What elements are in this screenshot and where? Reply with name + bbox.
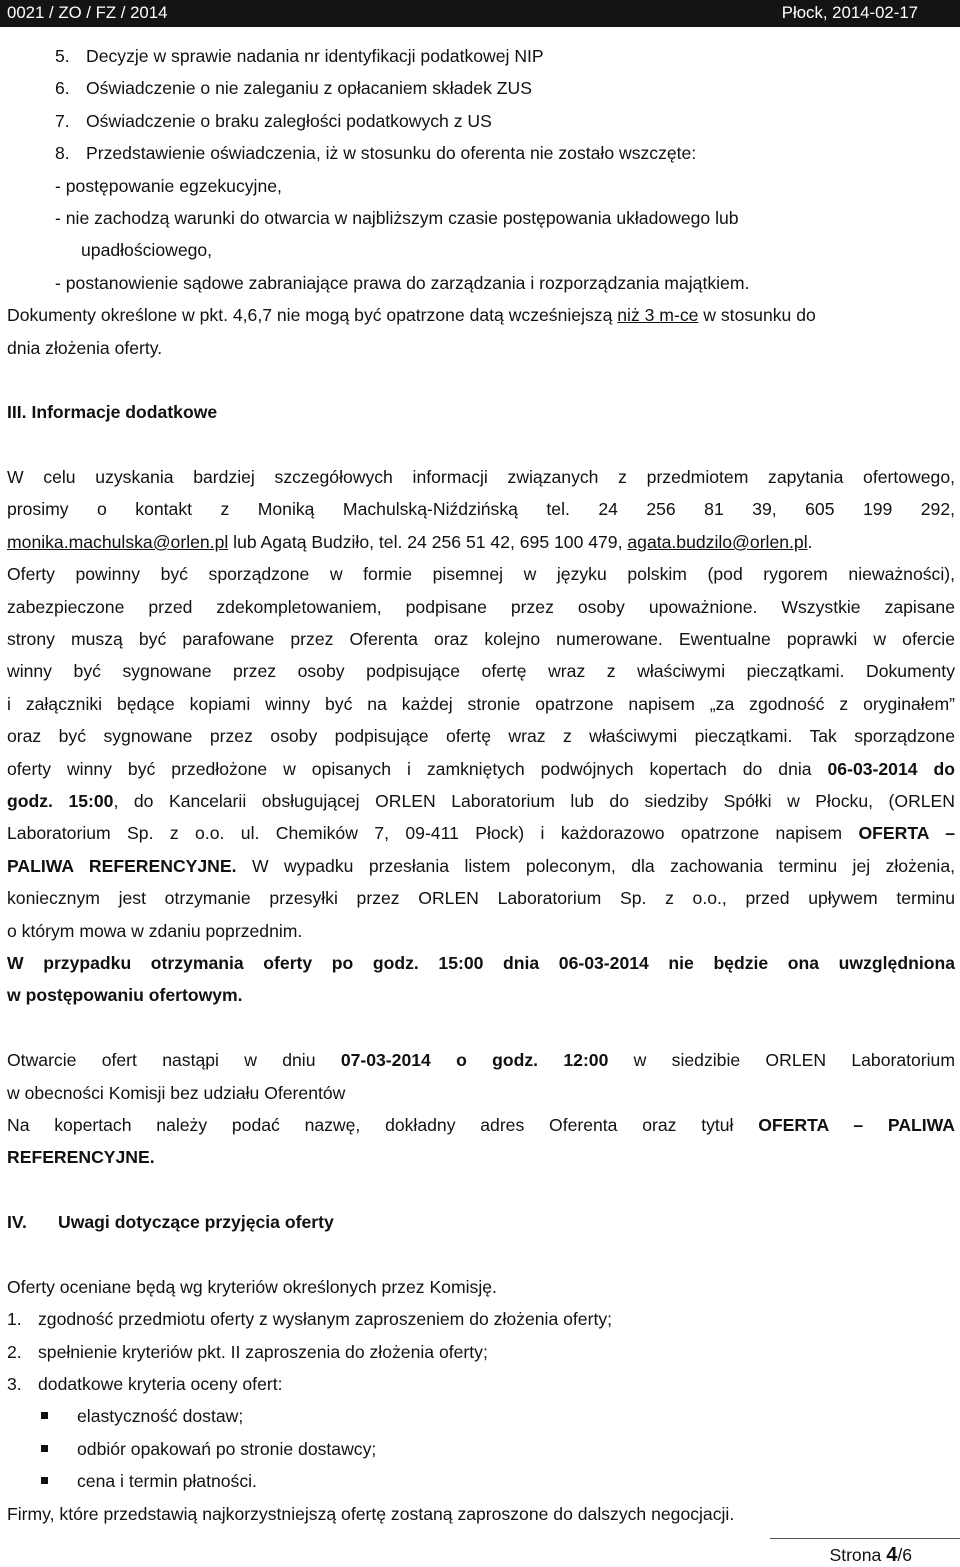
square-bullet-icon [41, 1477, 48, 1484]
opening-line: Otwarcie ofert nastąpi w dniu 07-03-2014 o godz. 12:00 w siedzibie ORLEN Laboratorium [7, 1050, 956, 1071]
paragraph-line: Oferty powinny być sporządzone w formie pisemnej w języku polskim (pod rygorem nieważności), [7, 564, 955, 585]
paragraph-line: Laboratorium Sp. z o.o. ul. Chemików 7, 09-411 Płock) i każdorazowo opatrzone napisem OFERTA – [7, 823, 956, 844]
paragraph-line: W celu uzyskania bardziej szczegółowych informacji związanych z przedmiotem zapytania ofertowego, [7, 467, 955, 488]
docs-note-cont: dnia złożenia oferty. [7, 337, 163, 358]
bullet-item: cena i termin płatności. [7, 1465, 955, 1497]
docs-note: Dokumenty określone w pkt. 4,6,7 nie mogą być opatrzone datą wcześniejszą niż 3 m-ce w stosunku do [7, 305, 816, 326]
criteria-item: 1. zgodność przedmiotu oferty z wysłanym zaproszeniem do złożenia oferty; [7, 1309, 613, 1330]
email-link[interactable]: agata.budzilo@orlen.pl [627, 531, 808, 552]
dash-item: - nie zachodzą warunki do otwarcia w najbliższym czasie postępowania układowego lub [55, 207, 739, 228]
section-heading: III. Informacje dodatkowe [7, 402, 218, 423]
paragraph-line: i załączniki będące kopiami winny być na każdej stronie opatrzone napisem „za zgodność z oryginałem” [7, 693, 955, 714]
list-item: 6. Oświadczenie o nie zaleganiu z opłacaniem składek ZUS [55, 78, 532, 99]
warning-line: W przypadku otrzymania oferty po godz. 15:00 dnia 06-03-2014 nie będzie ona uwzględniona [7, 952, 955, 973]
criteria-item: 2. spełnienie kryteriów pkt. II zaproszenia do złożenia oferty; [7, 1341, 488, 1362]
list-item: 5. Decyzje w sprawie nadania nr identyfikacji podatkowej NIP [55, 46, 544, 66]
footer-divider [770, 1538, 960, 1539]
paragraph-line: zabezpieczone przed zdekompletowaniem, podpisane przez osoby upoważnione. Wszystkie zapisane [7, 596, 955, 617]
square-bullet-icon [41, 1412, 48, 1419]
section-heading: IV. Uwagi dotyczące przyjęcia oferty [7, 1212, 334, 1233]
paragraph-line: strony muszą być parafowane przez Oferenta oraz kolejno numerowane. Ewentualne poprawki w ofercie [7, 629, 955, 650]
paragraph-line: prosimy o kontakt z Moniką Machulską-Niździńską tel. 24 256 81 39, 605 199 292, [7, 499, 955, 520]
paragraph-line: koniecznym jest otrzymanie przesyłki przez ORLEN Laboratorium Sp. z o.o., przed upływem terminu [7, 888, 955, 909]
criteria-intro: Oferty oceniane będą wg kryteriów określonych przez Komisję. [7, 1276, 497, 1297]
envelope-line: REFERENCYJNE. [7, 1147, 155, 1168]
paragraph-line: o którym mowa w zdaniu poprzednim. [7, 920, 303, 941]
list-item: 7. Oświadczenie o braku zaległości podatkowych z US [55, 110, 492, 131]
dash-item: - postanowienie sądowe zabraniające prawa do zarządzania i rozporządzania majątkiem. [55, 272, 750, 293]
paragraph-line: monika.machulska@orlen.pl lub Agatą Budziło, tel. 24 256 51 42, 695 100 479, agata.budzilo@orlen.pl. [7, 531, 813, 552]
closing-line: Firmy, które przedstawią najkorzystniejszą ofertę zostaną zaproszone do dalszych negocjacji. [7, 1503, 735, 1524]
bullet-item: odbiór opakowań po stronie dostawcy; [7, 1433, 955, 1465]
page-content [7, 40, 955, 1530]
dash-item: - postępowanie egzekucyjne, [55, 175, 282, 196]
warning-line: w postępowaniu ofertowym. [7, 985, 243, 1006]
page-header [0, 0, 960, 27]
document-reference: 0021 / ZO / FZ / 2014 [7, 3, 168, 22]
document-date: Płock, 2014-02-17 [781, 3, 918, 22]
list-item: 8. Przedstawienie oświadczenia, iż w stosunku do oferenta nie zostało wszczęte: [55, 143, 697, 164]
email-link[interactable]: monika.machulska@orlen.pl [7, 531, 229, 552]
paragraph-line: oferty winny być przedłożone w opisanych i zamkniętych podwójnych kopertach do dnia 06-03-2014 do [7, 758, 955, 779]
opening-line: w obecności Komisji bez udziału Oferentów [7, 1082, 346, 1103]
paragraph-line: godz. 15:00, do Kancelarii obsługującej ORLEN Laboratorium lub do siedziby Spółki w Płocku, (ORLEN [7, 790, 955, 811]
paragraph-line: winny być sygnowane przez osoby podpisujące ofertę wraz z właściwymi pieczątkami. Dokumenty [7, 661, 955, 682]
square-bullet-icon [41, 1445, 48, 1452]
dash-item-continuation: upadłościowego, [81, 240, 213, 261]
paragraph-line: PALIWA REFERENCYJNE. W wypadku przesłania listem poleconym, dla zachowania terminu jej złożenia, [7, 855, 956, 876]
envelope-line: Na kopertach należy podać nazwę, dokładny adres Oferenta oraz tytuł OFERTA – PALIWA [7, 1114, 956, 1135]
criteria-item: 3. dodatkowe kryteria oceny ofert: [7, 1374, 283, 1395]
bullet-item: elastyczność dostaw; [7, 1400, 955, 1432]
paragraph-line: oraz być sygnowane przez osoby podpisujące ofertę wraz z właściwymi pieczątkami. Tak sporządzone [7, 726, 955, 747]
page-number: Strona 4/6 [829, 1544, 912, 1566]
